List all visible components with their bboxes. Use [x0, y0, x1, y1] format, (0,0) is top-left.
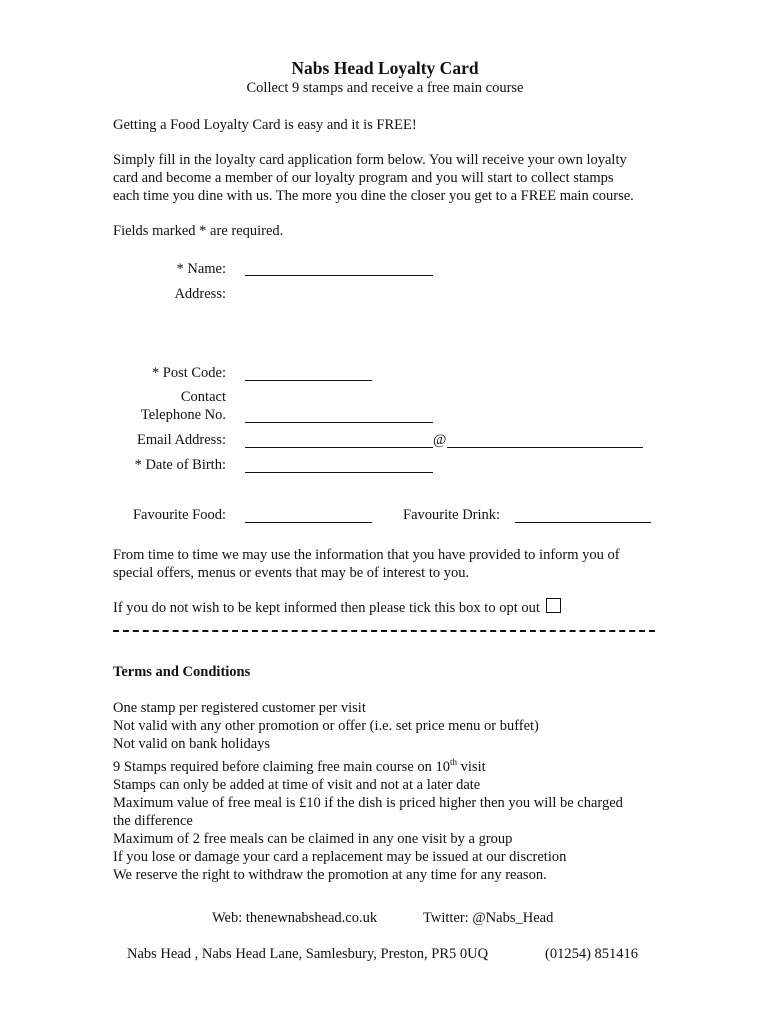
terms-item: Maximum of 2 free meals can be claimed in any one visit by a group — [113, 830, 513, 847]
email-at-sign: @ — [433, 432, 447, 448]
footer-address: Nabs Head , Nabs Head Lane, Samlesbury, Preston, PR5 0UQ — [127, 946, 489, 962]
fav-food-field[interactable] — [245, 522, 372, 523]
terms-item — [113, 753, 673, 776]
terms-item-text: 9 Stamps required before claiming free main course on 10 — [113, 758, 451, 775]
dob-field[interactable] — [245, 472, 433, 473]
footer-phone: (01254) 851416 — [545, 946, 639, 962]
footer-web: Web: thenewnabshead.co.uk — [212, 910, 378, 926]
terms-item: If you lose or damage your card a replacement may be issued at our discretion — [113, 848, 567, 865]
optout-checkbox[interactable] — [546, 598, 561, 613]
terms-item: Maximum value of free meal is £10 if the dish is priced higher then you will be charged — [113, 794, 623, 811]
intro-paragraph-line-3: each time you dine with us. The more you dine the closer you get to a FREE main course. — [113, 188, 634, 204]
email-user-field[interactable] — [245, 447, 433, 448]
page-title: Nabs Head Loyalty Card — [291, 58, 479, 78]
required-note: Fields marked * are required. — [113, 223, 284, 239]
terms-item: the difference — [113, 812, 193, 829]
intro-paragraph-line-1: Simply fill in the loyalty card application form below. You will receive your own loyalty — [113, 152, 627, 168]
optout-text: If you do not wish to be kept informed then please tick this box to opt out — [113, 600, 540, 616]
terms-item: One stamp per registered customer per visit — [113, 700, 366, 716]
email-domain-field[interactable] — [447, 447, 643, 448]
fav-drink-field[interactable] — [515, 522, 651, 523]
intro-line: Getting a Food Loyalty Card is easy and it is FREE! — [113, 117, 417, 133]
cut-line-divider — [113, 630, 655, 632]
name-field[interactable] — [245, 275, 433, 276]
fav-drink-label: Favourite Drink: — [403, 507, 501, 523]
page-subtitle: Collect 9 stamps and receive a free main course — [246, 80, 524, 96]
dob-label: * Date of Birth: — [134, 457, 226, 473]
name-label: * Name: — [176, 261, 226, 277]
email-label: Email Address: — [136, 432, 226, 448]
terms-item: Not valid with any other promotion or offer (i.e. set price menu or buffet) — [113, 718, 539, 734]
contact-label-line-2: Telephone No. — [140, 407, 226, 423]
fav-food-label: Favourite Food: — [132, 507, 226, 523]
ordinal-suffix: th — [450, 757, 458, 767]
footer-twitter: Twitter: @Nabs_Head — [423, 910, 554, 926]
terms-list — [113, 699, 673, 884]
terms-heading: Terms and Conditions — [113, 664, 251, 680]
terms-item-text-end: visit — [457, 758, 486, 775]
contact-label-line-1: Contact — [180, 389, 226, 405]
postcode-field[interactable] — [245, 380, 372, 381]
address-label: Address: — [174, 286, 226, 302]
intro-paragraph-line-2: card and become a member of our loyalty program and you will start to collect stamps — [113, 170, 614, 186]
telephone-field[interactable] — [245, 422, 433, 423]
terms-item: We reserve the right to withdraw the promotion at any time for any reason. — [113, 866, 547, 883]
terms-item: Stamps can only be added at time of visit and not at a later date — [113, 776, 481, 793]
consent-line-1: From time to time we may use the information that you have provided to inform you of — [113, 547, 620, 563]
optout-row — [113, 598, 561, 617]
consent-line-2: special offers, menus or events that may be of interest to you. — [113, 565, 470, 581]
terms-item: Not valid on bank holidays — [113, 736, 271, 752]
postcode-label: * Post Code: — [151, 365, 226, 381]
